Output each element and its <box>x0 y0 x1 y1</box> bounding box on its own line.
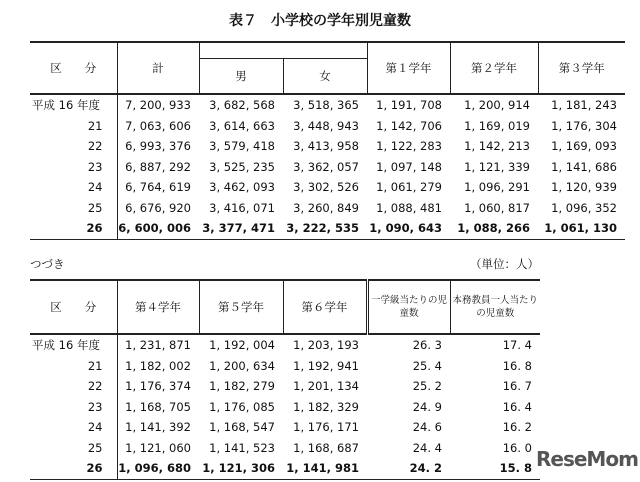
table-row <box>30 334 540 356</box>
cell: 3, 448, 943 <box>293 118 359 133</box>
cell: 6, 764, 619 <box>125 180 191 195</box>
table-row <box>30 94 625 116</box>
header-grade1: 第１学年 <box>367 42 450 94</box>
cell: 3, 362, 057 <box>293 159 359 174</box>
cell: 16. 8 <box>502 358 532 373</box>
cell: 3, 614, 663 <box>209 118 275 133</box>
cell: 6, 676, 920 <box>125 200 191 215</box>
cell: 6, 600, 006 <box>117 218 199 239</box>
cell: 1, 182, 279 <box>209 379 275 394</box>
header-per-teacher: 本務教員一人当たりの児童数 <box>450 280 540 334</box>
cell: 25. 4 <box>412 358 442 373</box>
cell: 1, 141, 686 <box>551 159 617 174</box>
cell: 1, 181, 243 <box>551 98 617 113</box>
cell: 1, 200, 634 <box>209 358 275 373</box>
table-title: 表７ 小学校の学年別児童数 <box>229 13 411 29</box>
cell: 17. 4 <box>502 338 532 353</box>
table-row <box>30 438 540 459</box>
cell: 3, 518, 365 <box>293 98 359 113</box>
table-row <box>30 397 540 418</box>
row-label: 25 <box>30 198 117 219</box>
resemom-watermark: ReseMom <box>536 447 638 471</box>
cell: 1, 201, 134 <box>293 379 359 394</box>
header-grade6: 第６学年 <box>283 280 367 334</box>
header-per-class: 一学級当たりの児童数 <box>367 280 450 334</box>
cell: 3, 413, 958 <box>293 139 359 154</box>
students-by-grade-table <box>30 41 625 240</box>
cell: 1, 192, 004 <box>209 338 275 353</box>
cell: 26. 3 <box>412 338 442 353</box>
table-row <box>30 136 625 157</box>
row-label: 21 <box>30 356 117 377</box>
cell: 1, 097, 148 <box>376 159 442 174</box>
cell: 1, 122, 283 <box>376 139 442 154</box>
cell: 1, 168, 687 <box>293 440 359 455</box>
row-label: 平成 16 年度 <box>30 334 117 356</box>
cell: 6, 887, 292 <box>125 159 191 174</box>
cell: 1, 090, 643 <box>367 218 450 239</box>
cell: 1, 142, 706 <box>376 118 442 133</box>
row-label: 24 <box>30 417 117 438</box>
cell: 3, 416, 071 <box>209 200 275 215</box>
cell: 1, 203, 193 <box>293 338 359 353</box>
table-row <box>30 356 540 377</box>
cell: 1, 182, 002 <box>125 358 191 373</box>
cell: 3, 525, 235 <box>209 159 275 174</box>
row-label: 26 <box>30 458 117 479</box>
cell: 1, 096, 291 <box>464 180 530 195</box>
cell: 1, 191, 708 <box>376 98 442 113</box>
header-grade5: 第５学年 <box>199 280 283 334</box>
cell: 1, 096, 680 <box>117 458 199 479</box>
cell: 1, 176, 085 <box>209 399 275 414</box>
row-label: 21 <box>30 116 117 137</box>
cell: 1, 142, 213 <box>464 139 530 154</box>
cell: 16. 4 <box>502 399 532 414</box>
unit-label: （単位：人） <box>470 257 539 271</box>
table-row <box>30 376 540 397</box>
cell: 1, 176, 304 <box>551 118 617 133</box>
cell: 7, 200, 933 <box>125 98 191 113</box>
header-grade2: 第２学年 <box>450 42 538 94</box>
cell: 3, 222, 535 <box>283 218 367 239</box>
cell: 1, 121, 306 <box>199 458 283 479</box>
cell: 16. 2 <box>502 420 532 435</box>
cell: 3, 462, 093 <box>209 180 275 195</box>
row-label: 24 <box>30 177 117 198</box>
row-label: 23 <box>30 397 117 418</box>
cell: 1, 061, 279 <box>376 180 442 195</box>
row-label: 26 <box>30 218 117 239</box>
table-row <box>30 177 625 198</box>
cell: 16. 7 <box>502 379 532 394</box>
header-total: 計 <box>117 42 199 94</box>
cell: 1, 061, 130 <box>538 218 625 239</box>
cell: 1, 168, 547 <box>209 420 275 435</box>
cell: 3, 682, 568 <box>209 98 275 113</box>
cell: 24. 2 <box>367 458 450 479</box>
row-label: 23 <box>30 157 117 178</box>
cell: 6, 993, 376 <box>125 139 191 154</box>
cell: 3, 579, 418 <box>209 139 275 154</box>
header-grade4: 第４学年 <box>117 280 199 334</box>
cell: 24. 4 <box>412 440 442 455</box>
cell: 1, 060, 817 <box>464 200 530 215</box>
table-row <box>30 218 625 239</box>
row-label: 平成 16 年度 <box>30 94 117 116</box>
header-male: 男 <box>199 58 283 94</box>
header-grade3: 第３学年 <box>538 42 625 94</box>
cell: 1, 182, 329 <box>293 399 359 414</box>
header-category: 区 分 <box>30 42 117 94</box>
row-label: 22 <box>30 136 117 157</box>
row-label: 22 <box>30 376 117 397</box>
header-female: 女 <box>283 58 367 94</box>
cell: 3, 260, 849 <box>293 200 359 215</box>
table-row <box>30 417 540 438</box>
table-row <box>30 458 540 479</box>
cell: 24. 9 <box>412 399 442 414</box>
cell: 16. 0 <box>502 440 532 455</box>
cell: 7, 063, 606 <box>125 118 191 133</box>
cell: 1, 176, 374 <box>125 379 191 394</box>
cell: 1, 096, 352 <box>551 200 617 215</box>
header-category: 区 分 <box>30 280 117 334</box>
cell: 1, 200, 914 <box>464 98 530 113</box>
cell: 3, 302, 526 <box>293 180 359 195</box>
cell: 1, 141, 981 <box>283 458 367 479</box>
cell: 1, 192, 941 <box>293 358 359 373</box>
cell: 1, 169, 019 <box>464 118 530 133</box>
cell: 1, 169, 093 <box>551 139 617 154</box>
row-label: 25 <box>30 438 117 459</box>
table-row <box>30 157 625 178</box>
cell: 1, 168, 705 <box>125 399 191 414</box>
cell: 15. 8 <box>450 458 540 479</box>
cell: 1, 121, 339 <box>464 159 530 174</box>
cell: 1, 141, 392 <box>125 420 191 435</box>
cell: 3, 377, 471 <box>199 218 283 239</box>
table-row <box>30 116 625 137</box>
cell: 1, 120, 939 <box>551 180 617 195</box>
students-by-grade-continued-table <box>30 279 540 480</box>
cell: 1, 088, 481 <box>376 200 442 215</box>
cell: 24. 6 <box>412 420 442 435</box>
cell: 1, 088, 266 <box>450 218 538 239</box>
cell: 25. 2 <box>412 379 442 394</box>
cell: 1, 121, 060 <box>125 440 191 455</box>
cell: 1, 231, 871 <box>125 338 191 353</box>
table-row <box>30 198 625 219</box>
header-gender-group <box>199 42 367 58</box>
cell: 1, 141, 523 <box>209 440 275 455</box>
cell: 1, 176, 171 <box>293 420 359 435</box>
continued-label: つづき <box>30 257 65 271</box>
